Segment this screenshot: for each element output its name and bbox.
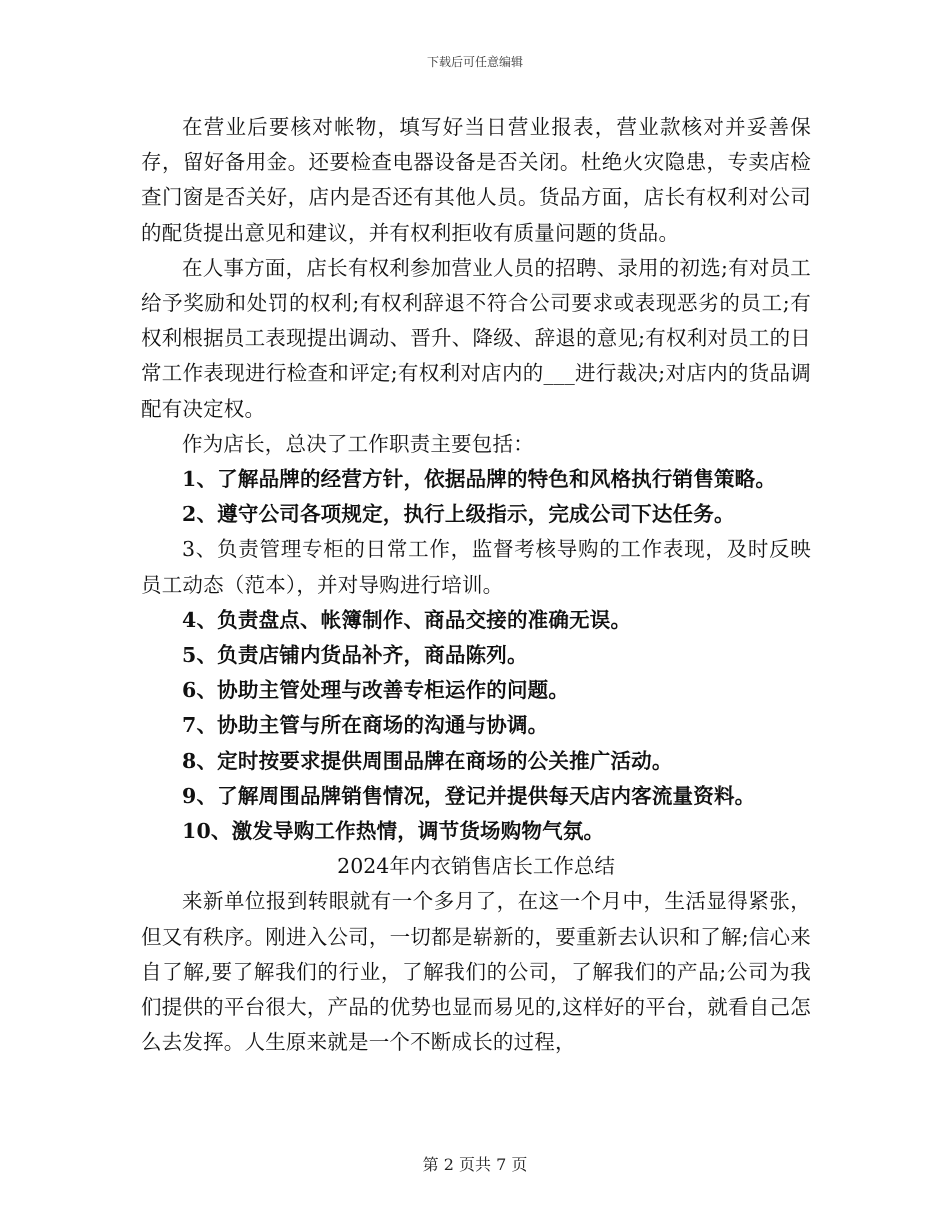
paragraph-work-summary: 来新单位报到转眼就有一个多月了，在这一个月中，生活显得紧张，但又有秩序。刚进入公司，一切都是崭新的，要重新去认识和了解;信心来自了解,要了解我们的行业，了解我们的公司，了解我们的产品;公司为我们提供的平台很大，产品的优势也显而易见的,这样好的平台，就看自己怎么去发挥。人生原来就是一个不断成长的过程， [141,889,811,1055]
duty-item-3: 3、负责管理专柜的日常工作，监督考核导购的工作表现，及时反映员工动态（范本），并对导购进行培训。 [141,537,811,597]
paragraph-duties-intro: 作为店长，总决了工作职责主要包括： [182,431,534,456]
document-body [141,110,811,1060]
paragraph-personnel-rights: 在人事方面，店长有权利参加营业人员的招聘、录用的初选;有对员工给予奖励和处罚的权利;有权利辞退不符合公司要求或表现恶劣的员工;有权利根据员工表现提出调动、晋升、降级、辞退的意见;有权利对员工的日常工作表现进行检查和评定;有权利对店内的___进行裁决;对店内的货品调配有决定权。 [141,255,811,421]
duty-item-1: 1、了解品牌的经营方针，依据品牌的特色和风格执行销售策略。 [182,467,777,492]
duty-item-10: 10、激发导购工作热情，调节货场购物气氛。 [182,819,605,844]
duty-item-5: 5、负责店铺内货品补齐，商品陈列。 [182,643,528,668]
section-title: 2024年内衣销售店长工作总结 [337,854,615,879]
duty-item-9: 9、了解周围品牌销售情况，登记并提供每天店内客流量资料。 [182,783,756,808]
page-header: 下载后可任意编辑 [426,55,523,69]
duty-item-2: 2、遵守公司各项规定，执行上级指示，完成公司下达任务。 [182,502,735,527]
duty-item-6: 6、协助主管处理与改善专柜运作的问题。 [182,678,570,703]
duty-item-4: 4、负责盘点、帐簿制作、商品交接的准确无误。 [182,607,632,632]
duty-item-8: 8、定时按要求提供周围品牌在商场的公关推广活动。 [182,748,673,773]
duty-item-7: 7、协助主管与所在商场的沟通与协调。 [182,713,549,738]
page-footer: 第 2 页共 7 页 [422,1155,528,1174]
paragraph-closing-duties: 在营业后要核对帐物，填写好当日营业报表，营业款核对并妥善保存，留好备用金。还要检查电器设备是否关闭。杜绝火灾隐患，专卖店检查门窗是否关好，店内是否还有其他人员。货品方面，店长有权利对公司的配货提出意见和建议，并有权利拒收有质量问题的货品。 [141,115,811,245]
